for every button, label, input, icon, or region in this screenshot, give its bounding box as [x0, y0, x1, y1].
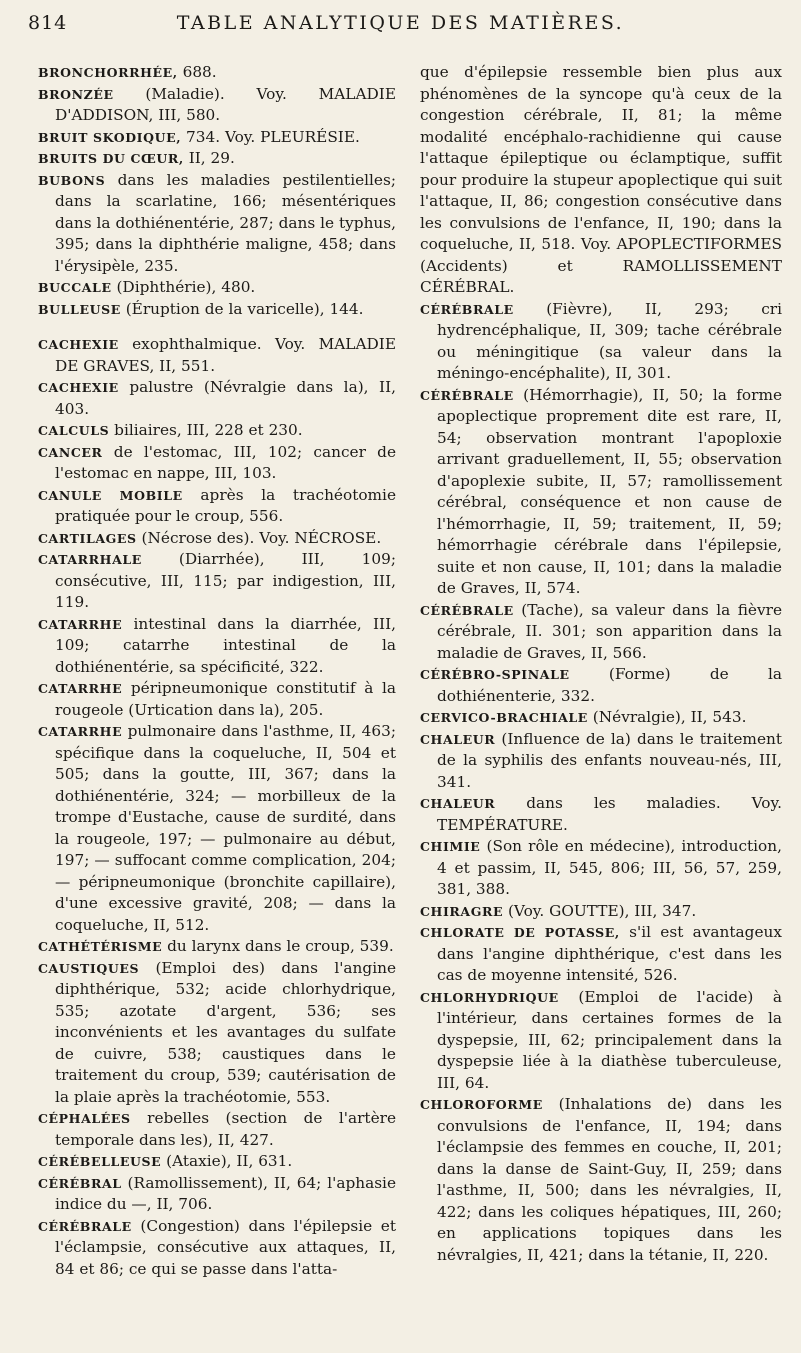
index-term: CHLORATE DE POTASSE,: [420, 925, 620, 940]
page-header: [28, 12, 773, 46]
index-term: CÉRÉBRALE: [420, 602, 514, 618]
index-term: BRUIT SKODIQUE,: [38, 129, 182, 145]
index-text: (Éruption de la varicelle), 144.: [120, 299, 364, 318]
index-entry: [420, 385, 782, 600]
index-text: (Ramollissement), II, 64; l'aphasie indice du —, II, 706.: [55, 1173, 396, 1213]
index-text: 734. Voy. PLEURÉSIE.: [181, 127, 360, 146]
index-text: que d'épilepsie ressemble bien plus aux phénomènes de la syncope qu'à ceux de la congestion cérébrale, II, 81; la même modalité encéphalo-rachidienne qui cause l'attaque épileptique ou éclamptique, suffit pour produire la stupeur apoplectique qui suit l'attaque, II, 86; congestion consécutive dans les convulsions de l'enfance, II, 190; dans la coqueluche, II, 518. Voy. APOPLECTIFORMES (Accidents) et RAMOLLISSEMENT CÉRÉBRAL.: [420, 63, 782, 296]
index-text: du larynx dans le croup, 539.: [162, 937, 394, 955]
index-text: (Emploi des) dans l'angine diphthérique, 532; acide chlorhydrique, 535; azotate d'argent, 536; ses inconvénients et les avantages du sulfate de cuivre, 538; caustiques dans le traitement du croup, 539; cautérisation de la plaie après la trachéotomie, 553.: [55, 958, 396, 1106]
index-term: BULLEUSE: [38, 301, 121, 317]
index-entry: [38, 528, 396, 550]
index-text: (Congestion) dans l'épilepsie et l'éclampsie, consécutive aux attaques, II, 84 et 86; ce qui se passe dans l'atta-: [55, 1216, 396, 1278]
index-term: CHLOROFORME: [420, 1097, 543, 1112]
index-text: II, 29.: [183, 149, 235, 167]
index-entry: [38, 377, 396, 420]
index-entry: [420, 299, 782, 385]
index-text: (Emploi de l'acide) à l'intérieur, dans certaines formes de la dyspepsie, III, 62; principalement dans la dyspepsie liée à la diathèse tuberculeuse, III, 64.: [437, 987, 782, 1092]
index-term: CÉRÉBELLEUSE: [38, 1154, 162, 1169]
index-term: CÉRÉBRALE: [420, 301, 514, 317]
index-entry: [38, 1216, 396, 1281]
index-text: (Maladie). Voy. MALADIE D'ADDISON, III, 580.: [55, 84, 396, 124]
index-term: CÉPHALÉES: [38, 1111, 131, 1126]
index-text: biliaires, III, 228 et 230.: [109, 421, 303, 439]
index-text: (Ataxie), II, 631.: [161, 1152, 293, 1170]
left-column: [38, 62, 396, 1280]
index-entry: [38, 958, 396, 1109]
index-text: dans les maladies. Voy. TEMPÉRATURE.: [437, 794, 782, 834]
index-term: CATHÉTÉRISME: [38, 939, 163, 954]
index-entry: [420, 729, 782, 794]
index-text: rebelles (section de l'artère temporale dans les), II, 427.: [55, 1109, 396, 1149]
index-entry: [38, 1108, 396, 1151]
index-term: BUCCALE: [38, 280, 112, 295]
index-entry: [38, 299, 396, 321]
index-text: (Névralgie), II, 543.: [587, 708, 747, 726]
index-entry: [420, 707, 782, 729]
index-term: CHIMIE: [420, 839, 481, 854]
index-entry: [38, 62, 396, 84]
index-text: de l'estomac, III, 102; cancer de l'estomac en nappe, III, 103.: [55, 442, 396, 482]
index-term: CATARRHALE: [38, 552, 142, 567]
index-entry: [38, 442, 396, 485]
index-text: (Inhalations de) dans les convulsions de l'enfance, II, 194; dans l'éclampsie des femmes en couche, II, 201; dans la danse de Saint-Guy, II, 259; dans l'asthme, II, 500; dans les névralgies, II, 422; dans les coliques hépatiques, III, 260; en applications topiques dans les névralgies, II, 421; dans la tétanie, II, 220.: [437, 1095, 782, 1264]
index-term: CERVICO-BRACHIALE: [420, 710, 588, 725]
index-entry: [38, 170, 396, 278]
index-entry: [38, 485, 396, 528]
index-text: (Hémorrhagie), II, 50; la forme apoplectique proprement dite est rare, II, 54; observation montrant l'apoploxie arrivant graduellement, II, 55; observation d'apoplexie subite, II, 57; ramollissement cérébral, conséquence et non cause de l'hémorrhagie, II, 59; traitement, II, 59; hémorrhagie cérébrale dans l'épilepsie, suite et non cause, II, 101; dans la maladie de Graves, II, 574.: [437, 385, 782, 597]
index-term: CHALEUR: [420, 796, 496, 811]
index-term: BRONCHORRHÉE,: [38, 65, 178, 80]
index-text: palustre (Névralgie dans la), II, 403.: [55, 378, 396, 418]
index-term: CHIRAGRE: [420, 903, 504, 919]
index-term: CÉRÉBRALE: [38, 1218, 132, 1234]
index-term: CANCER: [38, 444, 103, 460]
index-entry: [420, 62, 782, 299]
index-text: (Voy. GOUTTE), III, 347.: [503, 901, 697, 920]
page-number: 814: [28, 12, 68, 34]
index-term: CACHEXIE: [38, 380, 119, 395]
index-term: CÉRÉBRALE: [420, 387, 514, 403]
running-title: TABLE ANALYTIQUE DES MATIÈRES.: [176, 12, 625, 34]
index-text: (Tache), sa valeur dans la fièvre cérébrale, II. 301; son apparition dans la maladie de Graves, II, 566.: [437, 600, 782, 662]
index-term: CHALEUR: [420, 731, 496, 747]
index-text: (Forme) de la dothiénenterie, 332.: [437, 665, 782, 705]
index-term: CÉRÉBRO-SPINALE: [420, 667, 570, 682]
index-term: CAUSTIQUES: [38, 960, 140, 976]
index-term: BRONZÉE: [38, 86, 114, 102]
index-entry: [420, 664, 782, 707]
index-entry: [38, 420, 396, 442]
index-term: CATARRHE: [38, 724, 123, 739]
index-entry: [420, 987, 782, 1095]
index-term: CÉRÉBRAL: [38, 1175, 122, 1191]
index-entry: [38, 127, 396, 149]
index-term: CATARRHE: [38, 616, 123, 632]
index-text: après la trachéotomie pratiquée pour le croup, 556.: [55, 485, 397, 525]
index-text: (Diarrhée), III, 109; consécutive, III, 115; par indigestion, III, 119.: [55, 550, 396, 611]
index-text: pulmonaire dans l'asthme, II, 463; spécifique dans la coqueluche, II, 504 et 505; dans la goutte, III, 367; dans la dothiénentérie, 324; — morbilleux de la trompe d'Eustache, cause de surdité, dans la rougeole, 197; — pulmonaire au début, 197; — suffocant comme complication, 204; — péripneumonique (bronchite capillaire), d'une excessive gravité, 208; — dans la coqueluche, II, 512.: [55, 722, 396, 934]
index-entry: [420, 793, 782, 836]
index-entry: [420, 836, 782, 901]
index-entry: [38, 936, 396, 958]
index-text: (Fièvre), II, 293; cri hydrencéphalique, II, 309; tache cérébrale ou méningitique (sa valeur dans la méningo-encéphalite), II, 301.: [437, 299, 782, 382]
index-term: CARTILAGES: [38, 530, 137, 546]
index-entry: [420, 922, 782, 987]
index-term: BUBONS: [38, 172, 106, 188]
index-text: dans les maladies pestilentielles; dans la scarlatine, 166; mésentériques dans la dothiénentérie, 287; dans le typhus, 395; dans la diphthérie maligne, 458; dans l'érysipèle, 235.: [55, 170, 396, 275]
index-text: exophthalmique. Voy. MALADIE DE GRAVES, II, 551.: [55, 335, 396, 375]
index-entry: [38, 1173, 396, 1216]
index-term: CATARRHE: [38, 681, 123, 696]
index-term: CHLORHYDRIQUE: [420, 989, 559, 1005]
index-term: BRUITS DU CŒUR,: [38, 151, 184, 166]
index-entry: [420, 901, 782, 923]
index-entry: [38, 334, 396, 377]
index-entry: [38, 678, 396, 721]
index-text: (Nécrose des). Voy. NÉCROSE.: [136, 528, 382, 547]
index-entry: [38, 148, 396, 170]
index-entry: [38, 614, 396, 679]
index-entry: [420, 1094, 782, 1266]
index-text: s'il est avantageux dans l'angine diphthérique, c'est dans les cas de moyenne intensité, 526.: [437, 923, 782, 984]
index-term: CALCULS: [38, 423, 110, 438]
index-entry: [38, 1151, 396, 1173]
index-term: CANULE MOBILE: [38, 487, 183, 503]
index-entry: [38, 721, 396, 936]
right-column: [420, 62, 782, 1266]
index-text: 688.: [177, 63, 217, 81]
index-text: (Diphthérie), 480.: [111, 278, 256, 296]
index-entry: [38, 84, 396, 127]
index-entry: [420, 600, 782, 665]
index-text: intestinal dans la diarrhée, III, 109; catarrhe intestinal de la dothiénentérie, sa spécificité, 322.: [55, 614, 396, 676]
index-term: CACHEXIE: [38, 337, 119, 352]
index-text: (Influence de la) dans le traitement de la syphilis des enfants nouveau-nés, III, 341.: [437, 729, 782, 791]
index-text: péripneumonique constitutif à la rougeole (Urtication dans la), 205.: [55, 679, 396, 719]
index-text: (Son rôle en médecine), introduction, 4 et passim, II, 545, 806; III, 56, 57, 259, 381, 388.: [437, 837, 782, 898]
index-entry: [38, 277, 396, 299]
index-entry: [38, 549, 396, 614]
